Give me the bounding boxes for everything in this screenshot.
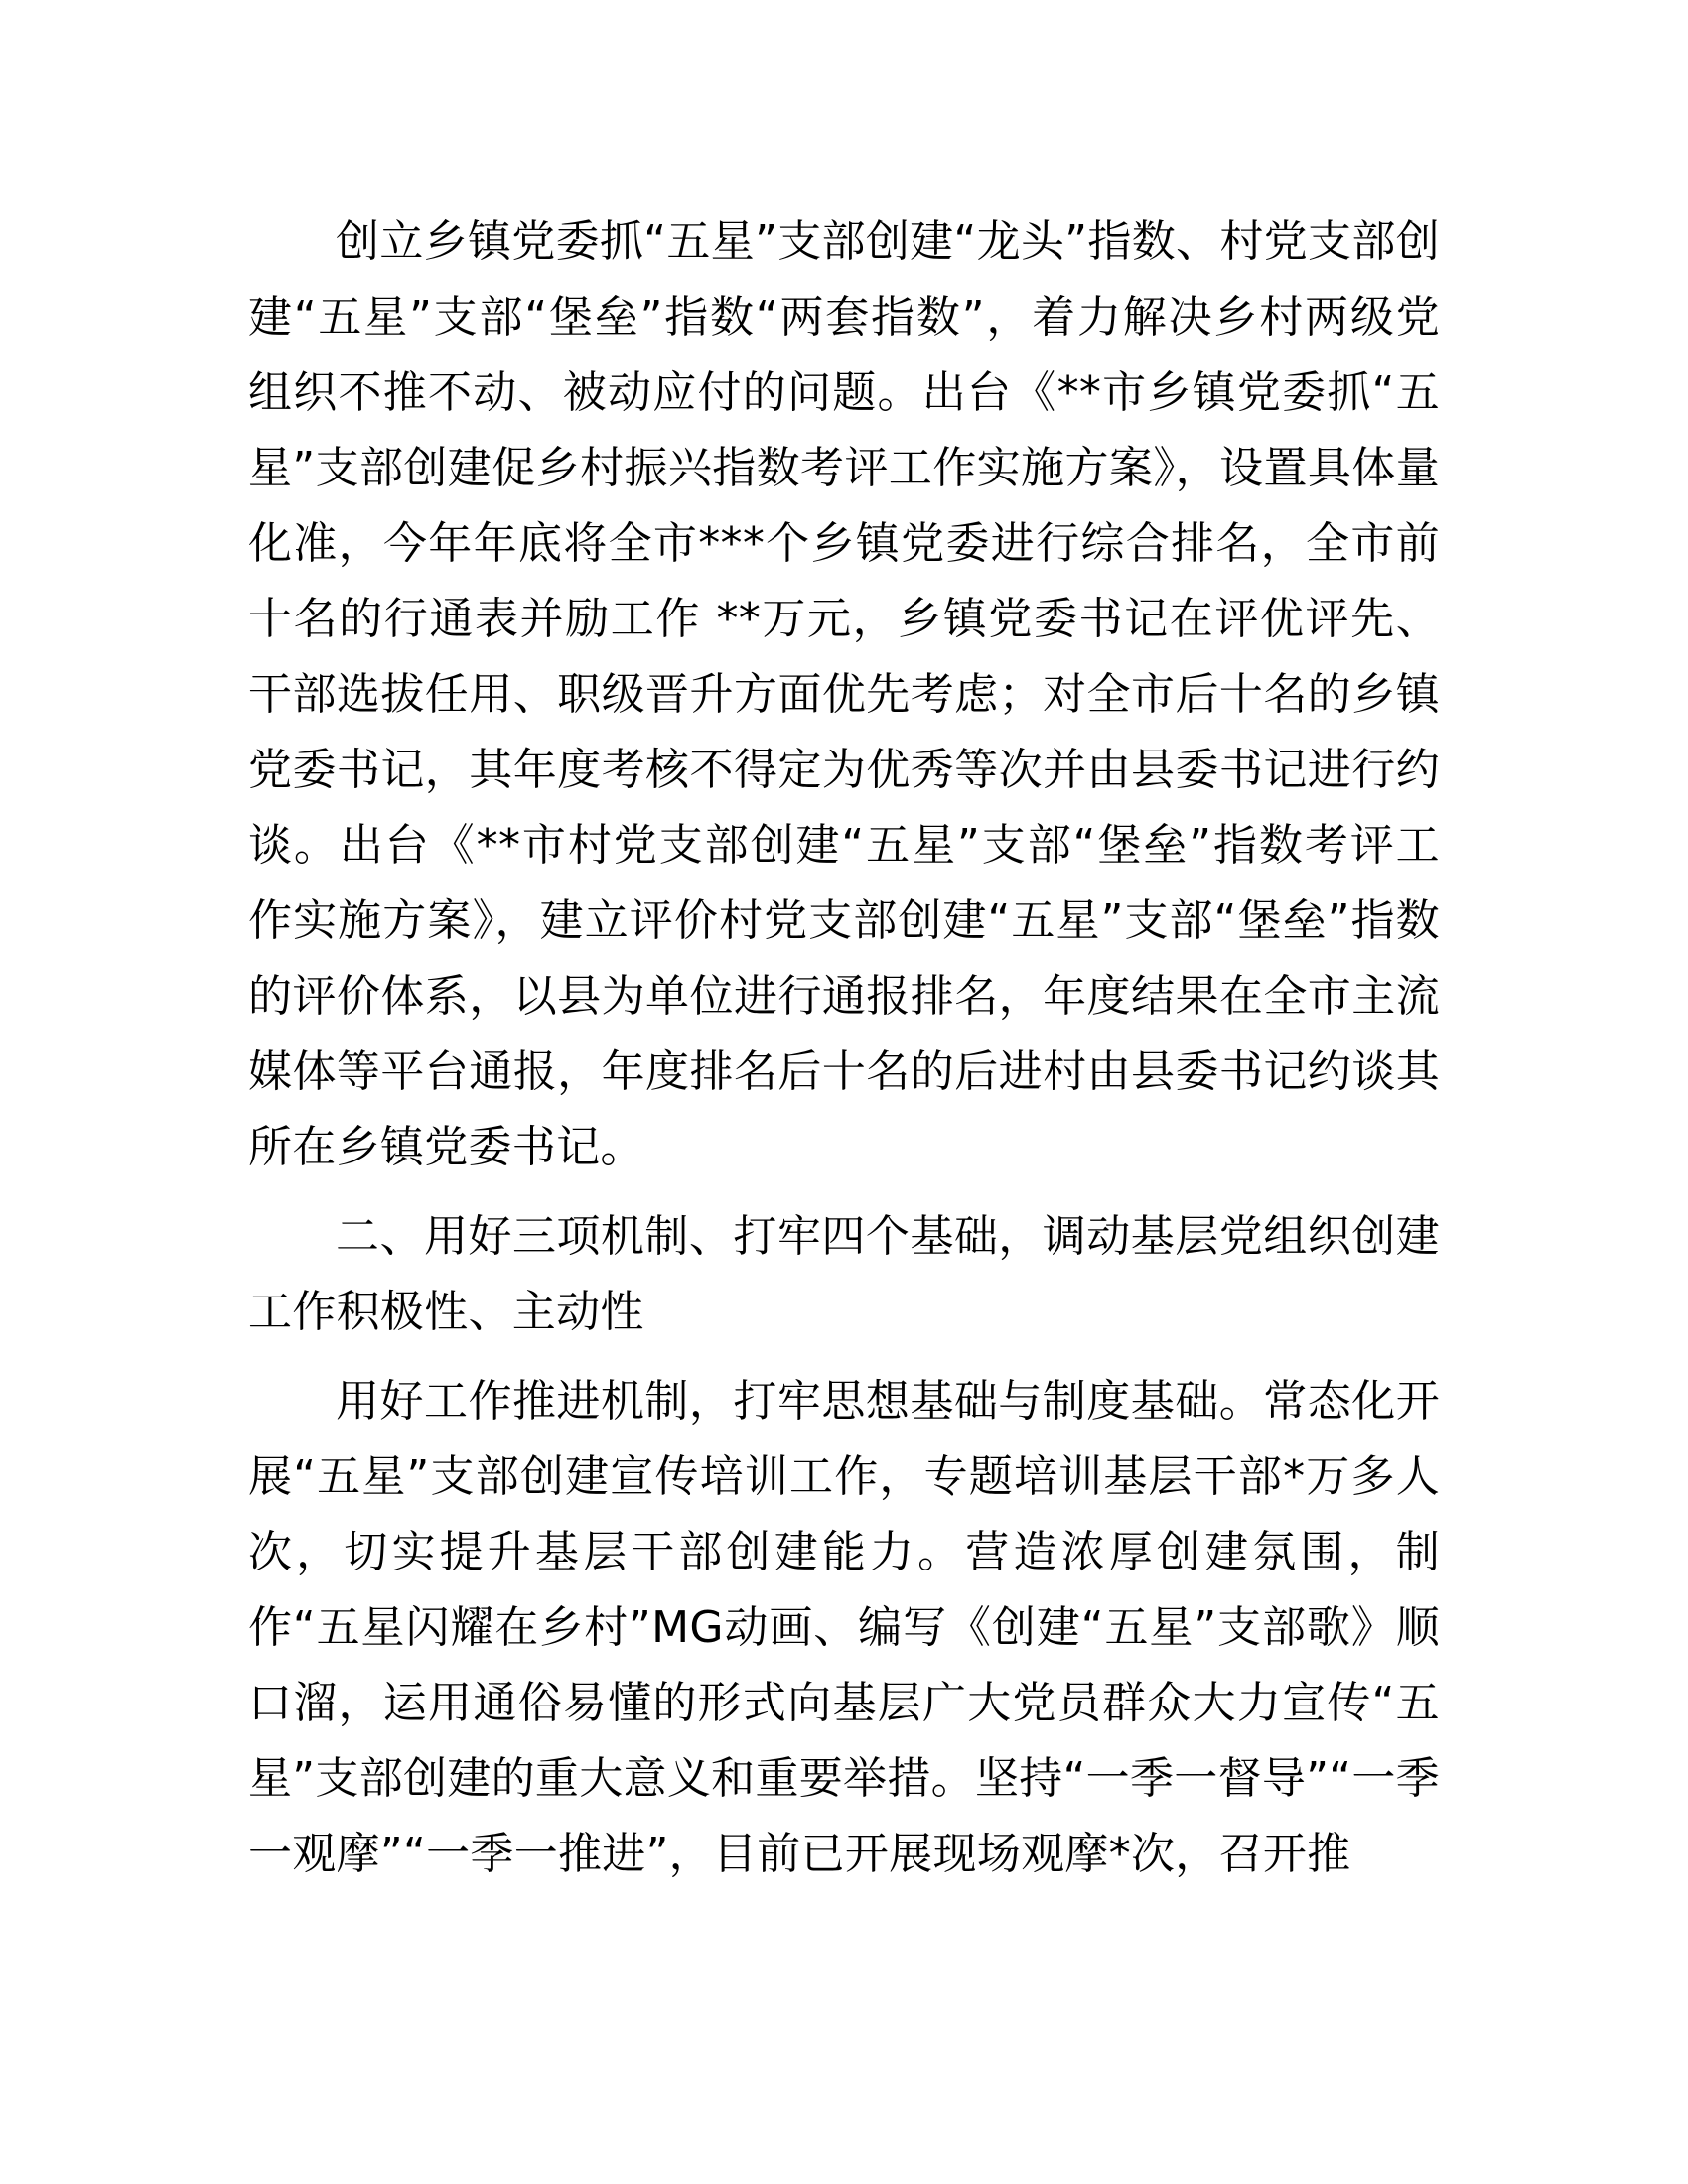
paragraph-work-mechanism: 用好工作推进机制，打牢思想基础与制度基础。常态化开展“五星”支部创建宣传培训工作，专题培训基层干部*万多人次，切实提升基层干部创建能力。营造浓厚创建氛围，制作“五星闪耀在乡村”MG动画、编写《创建“五星”支部歌》顺口溜，运用通俗易懂的形式向基层广大党员群众大力宣传“五星”支部创建的重大意义和重要举措。坚持“一季一督导”“一季一观摩”“一季一推进”，目前已开展现场观摩*次，召开推 <box>248 1376 1440 1879</box>
paragraph-index-system: 创立乡镇党委抓“五星”支部创建“龙头”指数、村党支部创建“五星”支部“堡垒”指数“两套指数”，着力解决乡村两级党组织不推不动、被动应付的问题。出台《**市乡镇党委抓“五星”支部创建促乡村振兴指数考评工作实施方案》，设置具体量化准，今年年底将全市***个乡镇党委进行综合排名，全市前十名的行通表并励工作 **万元，乡镇党委书记在评优评先、干部选拔任用、职级晋升方面优先考虑；对全市后十名的乡镇党委书记，其年度考核不得定为优秀等次并由县委书记进行约谈。出台《**市村党支部创建“五星”支部“堡垒”指数考评工作实施方案》，建立评价村党支部创建“五星”支部“堡垒”指数的评价体系，以县为单位进行通报排名，年度结果在全市主流媒体等平台通报，年度排名后十名的后进村由县委书记约谈其所在乡镇党委书记。 <box>248 216 1440 1172</box>
document-body <box>248 205 1440 1892</box>
section-heading-two: 二、用好三项机制、打牢四个基础，调动基层党组织创建工作积极性、主动性 <box>248 1211 1440 1337</box>
